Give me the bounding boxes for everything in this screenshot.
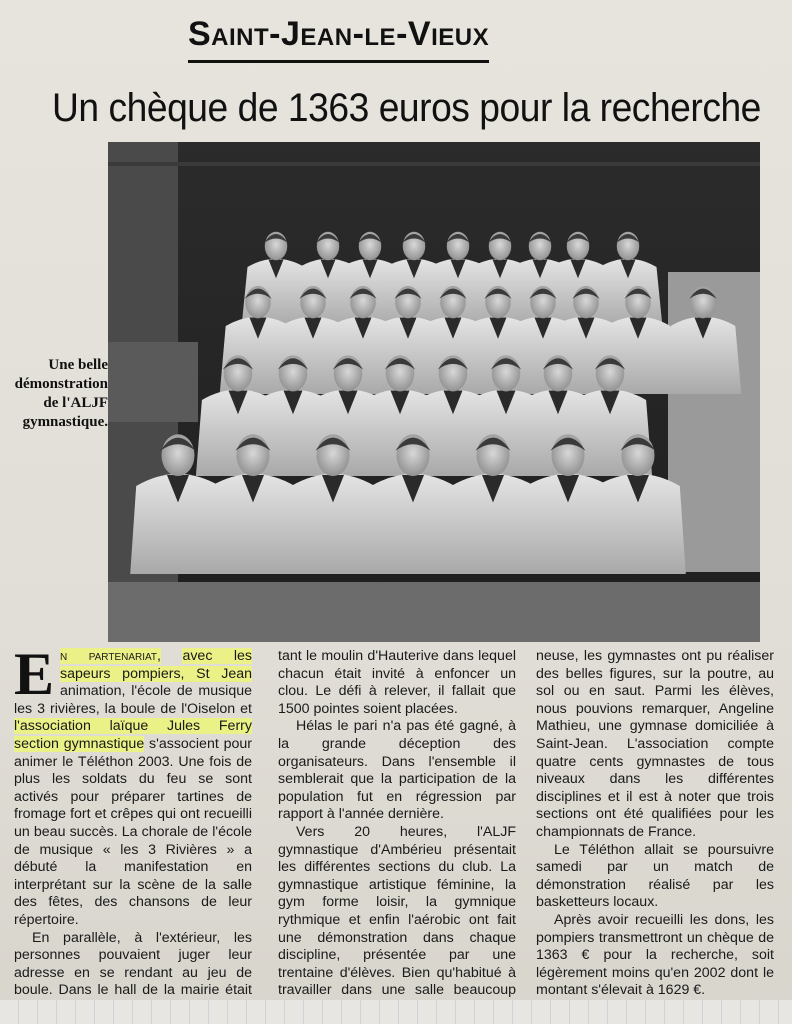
section-title: Saint-Jean-le-Vieux — [188, 10, 489, 63]
article-paragraph — [14, 641, 253, 930]
drop-cap: E — [14, 641, 55, 707]
article-paragraph: Le Téléthon allait se poursuivre samedi par un match de démonstration réalisé par les basketteurs locaux. — [536, 841, 774, 911]
article-column-3 — [536, 648, 774, 1000]
article-paragraph: Après avoir recueilli les dons, les pompiers transmettront un chèque de 1363 € pour la recherche, soit légèrement moins qu'en 2002 dont le montant s'élevait à 1629 €. — [536, 911, 774, 999]
article-paragraph: Hélas le pari n'a pas été gagné, à la grande déception des organisateurs. Dans l'ensemble il semblerait que la participation de la population fut en régression par rapport à l'année dernière. — [278, 718, 516, 823]
article-paragraph: neuse, les gymnastes ont pu réaliser des belles figures, sur la poutre, au sol ou en saut. Parmi les élèves, nous pouvions remarquer, Angeline Mathieu, une gymnase domiciliée à Saint-Jean. L'association compte quatre cents gymnastes de tous niveaux dans les différentes disciplines et il est à noter que trois sections ont été qualifiées pour les championnats de France. — [536, 648, 774, 840]
body-text: s'associent pour animer le Téléthon 2003. Une fois de plus les soldats du feu se sont activés pour préparer tartines de fromage fort et crêpes qui ont recueilli un beau succès. La chorale de l'école de musique « les 3 Rivières » a débuté la manifestation en interprétant sur la scène de la salle des fêtes, des chansons de leur répertoire. — [14, 735, 252, 928]
article-paragraph: tant le moulin d'Hauterive dans lequel chacun était invité à enfoncer un clou. Le défi à relever, il fallait que 1500 pointes soient placées. — [278, 648, 516, 717]
lead-in: n partenariat, — [60, 648, 161, 664]
highlighted-text: avec les sapeurs pompiers, St Jean — [60, 648, 253, 682]
article-column-1 — [14, 641, 253, 1017]
group-photo-image — [108, 142, 760, 642]
article-paragraph: En parallèle, à l'extérieur, les personnes pouvaient juger leur adresse en se rendant au jeu de boule. Dans le hall de la mairie était — [14, 929, 252, 999]
body-text: animation, l'école de musique les 3 rivières, la boule de l'Oiselon et — [14, 683, 252, 717]
highlighted-text: l'association laïque Jules Ferry section gymnastique — [14, 718, 252, 752]
article-column-2 — [278, 648, 516, 1017]
group-photo — [108, 142, 760, 642]
article-paragraph: Vers 20 heures, l'ALJF gymnastique d'Ambérieu présentait les différentes sections du club. La gymnastique artistique féminine, la gym forme loisir, la gymnique rythmique et enfin l'aérobic ont fait une démonstration dans chaque discipline, présentée par une trentaine d'élèves. Bien qu'habitué à travailler dans une salle beaucoup — [278, 823, 516, 999]
photo-caption: Une belle démonstration de l'ALJF gymnastique. — [14, 357, 108, 430]
headline: Un chèque de 1363 euros pour la recherche — [52, 86, 761, 130]
notebook-paper-edge — [0, 1000, 792, 1024]
